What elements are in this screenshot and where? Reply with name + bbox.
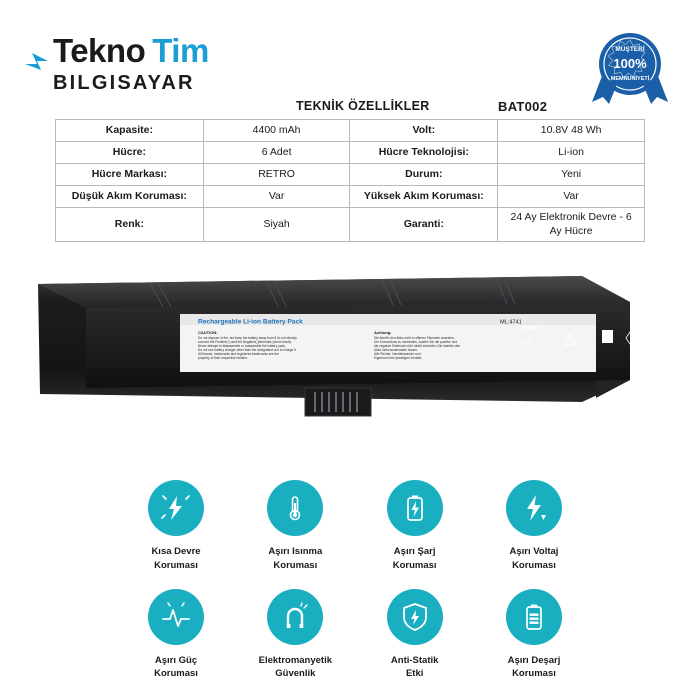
svg-text:die negative Elektrode nicht d: die negative Elektrode nicht direkt verbinden,Sie duerfen den (374, 344, 461, 348)
table-row (56, 164, 645, 186)
feature-label-line1: Kısa Devre (151, 546, 201, 557)
feature-label-line1: Elektromanyetik (258, 654, 333, 666)
spec-value: Li-ion (498, 142, 645, 164)
feature-item-antistatic (359, 589, 471, 682)
spec-value: 10.8V 48 Wh (498, 120, 645, 142)
product-code: BAT002 (498, 99, 548, 114)
feature-label-line2: Koruması (154, 559, 198, 571)
shield-static-icon (387, 589, 443, 645)
thermometer-icon (267, 480, 323, 536)
specs-title: TEKNİK ÖZELLİKLER (296, 99, 430, 113)
no-trash-icon (602, 330, 613, 343)
spec-value: Var (203, 186, 350, 208)
svg-text:Um Kurzschluss zu vermeiden, A: Um Kurzschluss zu vermeiden, Ausfen Sie die positive und (374, 340, 458, 344)
feature-label-line2: Koruması (392, 559, 437, 571)
feature-label-line2: Koruması (154, 668, 198, 680)
feature-label-line1: Aşırı Deşarj (507, 654, 561, 666)
made-in-label: MADE IN CHINA. (647, 313, 651, 340)
svg-text:Achtung:: Achtung: (374, 330, 392, 335)
spec-label: Yüksek Akım Koruması: (350, 186, 498, 208)
svg-text:Akku nicht auseinander bauen.: Akku nicht auseinander bauen. (374, 348, 418, 352)
voltage-bolt-icon (506, 480, 562, 536)
brand-name-part2: Tim (152, 32, 209, 69)
table-row (56, 186, 645, 208)
spec-value: 24 Ay Elektronik Devre - 6 Ay Hücre (498, 208, 645, 242)
feature-item-overvoltage (478, 480, 590, 573)
seal-center-text: 100% (613, 56, 647, 71)
spec-value: 6 Adet (203, 142, 350, 164)
feature-item-short-circuit (120, 480, 232, 573)
brand-subtitle: BILGISAYAR (53, 72, 195, 94)
table-row (56, 142, 645, 164)
feature-row-1 (120, 480, 590, 573)
magnet-icon (267, 589, 323, 645)
seal-top-text: MÜŞTERİ (615, 46, 645, 53)
table-row (56, 120, 645, 142)
svg-text:Die Akerfin den Akku nicht in: Die Akerfin den Akku nicht in offenen Flammen ausetzen, (374, 336, 455, 340)
svg-text:Alle Rechte, Handelsmarken und: Alle Rechte, Handelsmarken und (374, 352, 421, 356)
spec-value: RETRO (203, 164, 350, 186)
battery-label-title: Rechargeable Li-ion Battery Pack (198, 318, 303, 326)
feature-item-overcharge (359, 480, 471, 573)
spec-label: Durum: (350, 164, 498, 186)
spec-value: Yeni (498, 164, 645, 186)
quality-seal-icon (588, 24, 672, 108)
brand-name-part1: Tekno (53, 32, 146, 69)
specs-table (55, 119, 645, 242)
feature-label-line1: Aşırı Isınma (268, 546, 323, 557)
spec-label: Kapasite: (56, 120, 204, 142)
table-row (56, 208, 645, 242)
svg-text:property of their respective h: property of their respective holders. (198, 356, 248, 360)
feature-label-line1: Aşırı Güç (154, 654, 198, 666)
spec-value: Siyah (203, 208, 350, 242)
svg-text:Eigentum Ihrer jeweiligen Inha: Eigentum Ihrer jeweiligen Inhaber. (374, 356, 423, 360)
svg-text:CAUTION:: CAUTION: (198, 330, 218, 335)
feature-label-line2: Koruması (512, 559, 556, 571)
spec-label: Hücre Markası: (56, 164, 204, 186)
feature-item-emc (239, 589, 351, 682)
spec-label: Renk: (56, 208, 204, 242)
svg-text:All brands, trademarks and reg: All brands, trademarks and registered trademarks are the (198, 352, 279, 356)
battery-model: ML:4741 (500, 319, 522, 326)
feature-label-line2: Etki (405, 668, 424, 680)
feature-item-overpower (120, 589, 232, 682)
spec-label: Garanti: (350, 208, 498, 242)
battery-charge-icon (387, 480, 443, 536)
svg-text:Never attempt to disassemble o: Never attempt to disassemble or reassemble the battery pack. (198, 344, 286, 348)
feature-item-overheat (239, 480, 351, 573)
feature-item-overdischarge (478, 589, 590, 682)
svg-text:CE: CE (522, 338, 531, 346)
brand-logo-line1 (24, 34, 284, 67)
svg-text:!: ! (569, 340, 571, 346)
battery-discharge-icon (506, 589, 562, 645)
feature-label-line2: Güvenlik (275, 668, 316, 680)
battery-product-image (30, 262, 670, 442)
feature-label-line1: Aşırı Voltaj (509, 546, 559, 557)
rohs-label: RoHS (522, 326, 539, 332)
spec-label: Hücre: (56, 142, 204, 164)
lightning-bolt-icon (24, 43, 50, 63)
spec-label: Volt: (350, 120, 498, 142)
seal-bottom-text: MEMNUNİYETİ (610, 76, 650, 82)
short-circuit-icon (148, 480, 204, 536)
spec-value: 4400 mAh (203, 120, 350, 142)
svg-text:Do not dispose in fire, but ke: Do not dispose in fire, but keep the battery away from 5.0c not directly (198, 336, 297, 340)
spec-label: Düşük Akım Koruması: (56, 186, 204, 208)
brand-logo (24, 34, 284, 96)
feature-label-line1: Aşırı Şarj (393, 546, 436, 557)
power-pulse-icon (148, 589, 204, 645)
feature-label-line2: Koruması (273, 559, 318, 571)
ce-icon (522, 338, 531, 346)
spec-value: Var (498, 186, 645, 208)
feature-label-line2: Koruması (512, 668, 556, 680)
feature-label-line1: Anti-Statik (390, 654, 439, 666)
feature-row-2 (120, 589, 590, 682)
svg-text:connect the Positive(+) and th: connect the Positive(+) and the Negative(-)terminals (short circuit). (198, 340, 292, 344)
spec-label: Hücre Teknolojisi: (350, 142, 498, 164)
svg-text:Do not use battery charger oth: Do not use battery charger other than the designated one to charge it. (198, 348, 297, 352)
feature-grid (120, 480, 590, 697)
